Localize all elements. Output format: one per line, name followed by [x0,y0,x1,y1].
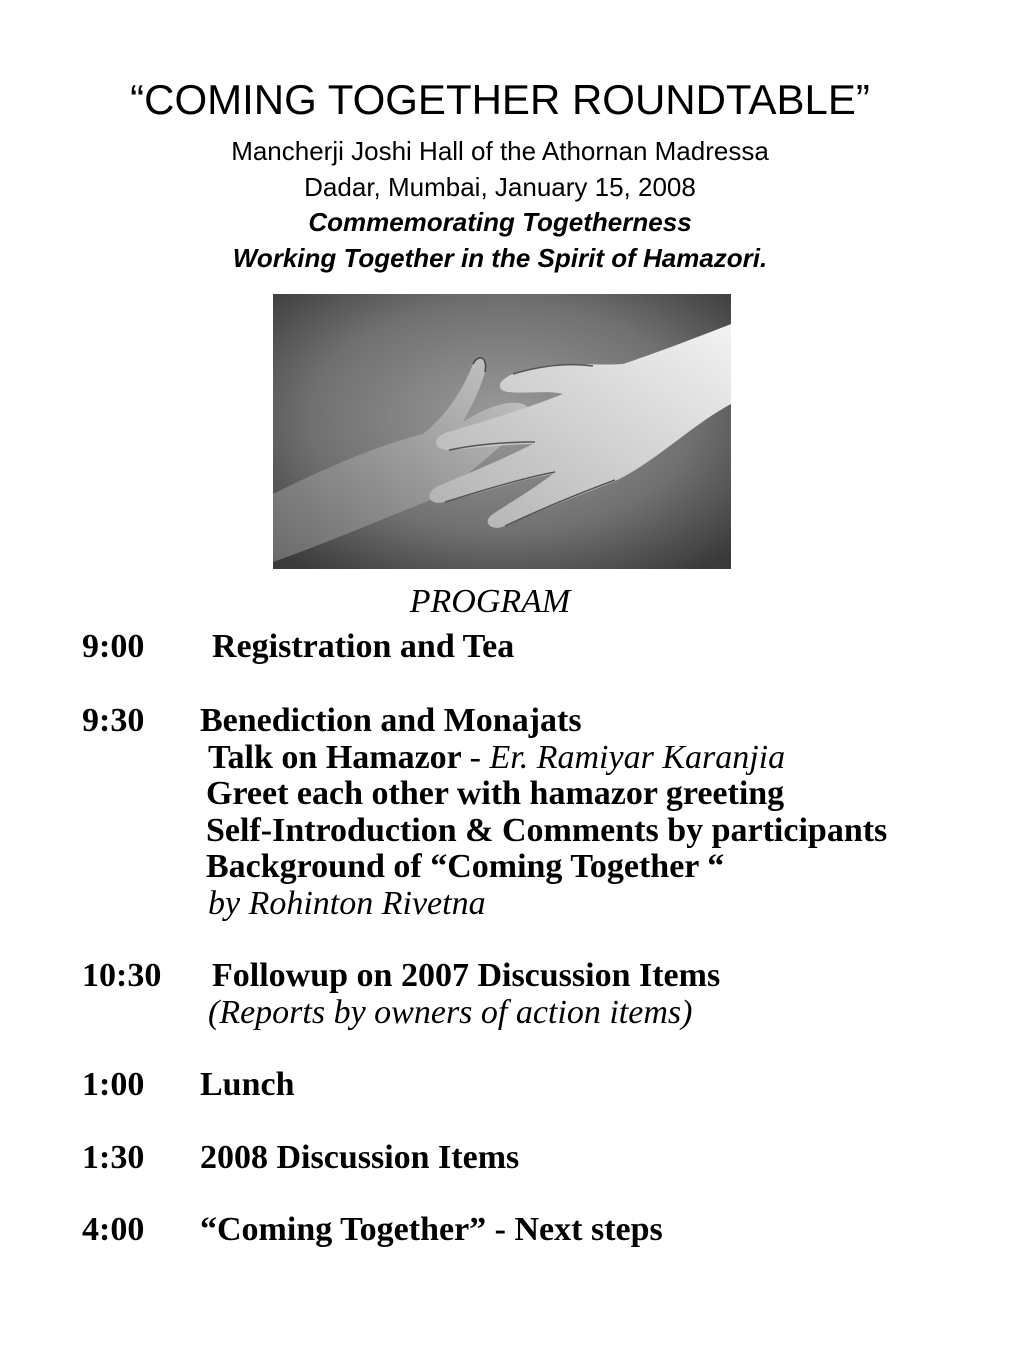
schedule-item: Background of “Coming Together “ [206,848,725,885]
schedule-time: 1:00 [82,1066,145,1103]
schedule-item: Self-Introduction & Comments by participants [206,812,888,849]
program-heading: PROGRAM [409,583,571,620]
schedule-item-talk [208,739,785,777]
schedule-time: 1:30 [82,1139,145,1176]
document-title: “COMING TOGETHER ROUNDTABLE” [130,76,870,123]
schedule-item: 2008 Discussion Items [200,1139,520,1176]
schedule-time: 9:30 [82,702,145,739]
schedule-item: Greet each other with hamazor greeting [206,775,785,812]
schedule-item: Benediction and Monajats [200,702,582,739]
talk-speaker: - Er. Ramiyar Karanjia [469,739,786,776]
theme-line-2: Working Together in the Spirit of Hamazori. [232,243,768,273]
schedule-item: Followup on 2007 Discussion Items [212,957,721,994]
theme-line-1: Commemorating Togetherness [308,207,692,237]
place-date-line: Dadar, Mumbai, January 15, 2008 [304,172,696,202]
schedule-note: (Reports by owners of action items) [208,994,693,1031]
clasped-hands-photo [273,294,731,569]
byline: by Rohinton Rivetna [208,885,486,922]
talk-title: Talk on Hamazor [208,739,462,776]
schedule-item: “Coming Together” - Next steps [200,1211,663,1248]
schedule-item: Lunch [200,1066,295,1103]
schedule-item: Registration and Tea [212,628,515,665]
venue-line: Mancherji Joshi Hall of the Athornan Madressa [231,136,769,166]
schedule-time: 10:30 [82,957,162,994]
schedule-time: 9:00 [82,628,145,665]
schedule-time: 4:00 [82,1211,145,1248]
